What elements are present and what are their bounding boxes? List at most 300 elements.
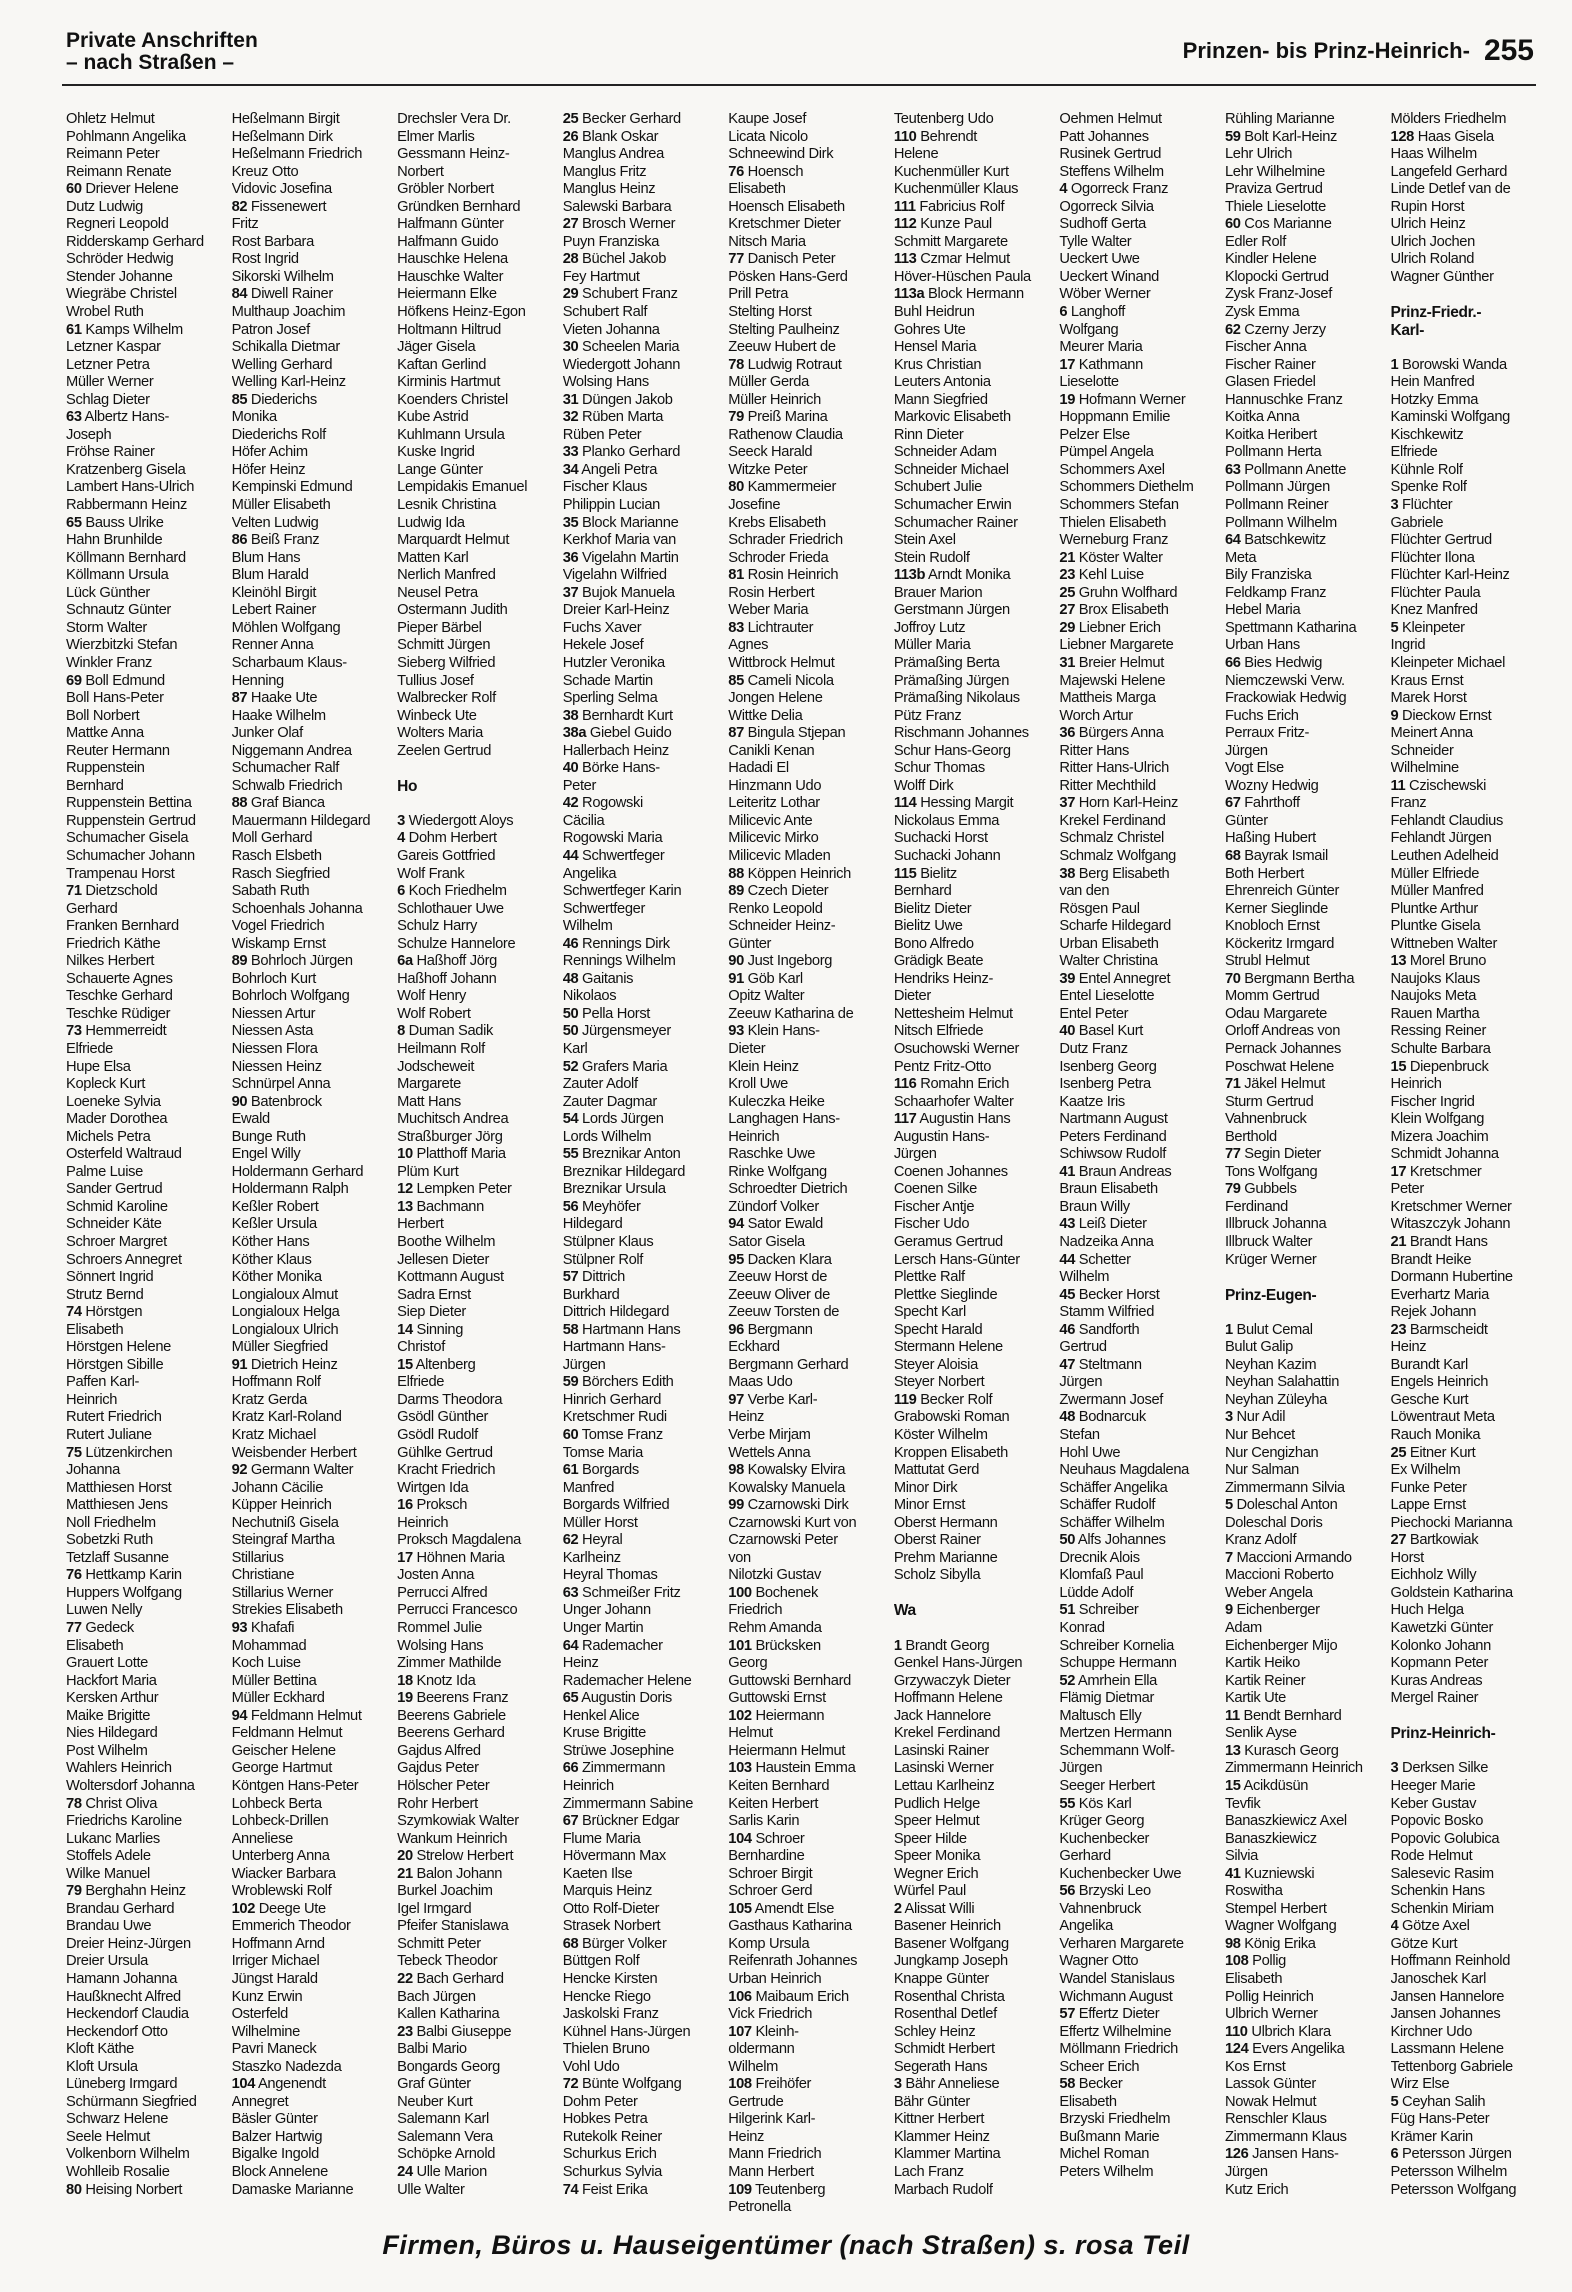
directory-entry	[232, 690, 398, 708]
directory-entry	[1391, 1164, 1557, 1182]
directory-entry: Hörstgen Helene	[66, 1339, 171, 1356]
directory-entry: Adam	[1224, 1620, 1262, 1637]
directory-entry: Klein Heinz	[728, 1058, 799, 1075]
house-number: 19	[397, 1690, 413, 1707]
directory-entry: Kuchenbecker Uwe	[1059, 1865, 1182, 1882]
directory-entry: Gabriele	[1390, 514, 1444, 531]
directory-entry: Scharbaum Klaus-	[231, 654, 347, 671]
house-number: 56	[1059, 1883, 1076, 1900]
directory-entry: Heinz	[728, 2128, 765, 2145]
resident-name: Düngen Jakob	[578, 391, 673, 408]
resident-name: Boll Edmund	[81, 672, 165, 689]
house-number: 124	[1224, 2041, 1249, 2058]
directory-entry: Marquardt Helmut	[397, 532, 510, 549]
resident-name: Börke Hans-	[578, 760, 660, 777]
directory-entry	[397, 1146, 563, 1164]
directory-entry: Regneri Leopold	[66, 216, 169, 233]
directory-entry: Witaszczyk Johann	[1390, 1216, 1511, 1233]
directory-entry: Unger Martin	[562, 1620, 644, 1637]
directory-entry	[894, 199, 1060, 217]
directory-entry	[66, 1023, 232, 1041]
directory-entry: Walter Christina	[1059, 953, 1158, 970]
resident-name: Schubert Franz	[578, 286, 678, 303]
house-number: 47	[1059, 1356, 1076, 1373]
directory-entry: Emmerich Theodor	[231, 1918, 351, 1935]
directory-entry	[1225, 1322, 1391, 1340]
directory-entry: Petronella	[728, 2199, 791, 2216]
directory-entry: Neuhaus Magdalena	[1059, 1462, 1189, 1479]
directory-entry: Gsödl Günther	[397, 1409, 489, 1426]
directory-entry: Hendriks Heinz-	[893, 970, 994, 987]
directory-entry	[563, 1023, 729, 1041]
directory-entry: Poschwat Helene	[1224, 1058, 1334, 1075]
directory-entry: Kirminis Hartmut	[397, 374, 501, 391]
directory-entry: Sadra Ernst	[397, 1286, 471, 1303]
resident-name: Rademacher	[578, 1637, 663, 1654]
directory-entry: Niessen Asta	[231, 1023, 314, 1040]
directory-entry: Moll Gerhard	[231, 830, 313, 847]
house-number: 21	[1390, 1234, 1407, 1250]
resident-name: Fahrthoff	[1240, 795, 1300, 812]
resident-name: Gruhn Wolfhard	[1075, 584, 1178, 601]
directory-entry	[563, 1322, 729, 1340]
directory-entry: Ulbrich Werner	[1224, 2006, 1318, 2023]
directory-entry: Mertzen Hermann	[1059, 1725, 1172, 1742]
house-number: 23	[1390, 1321, 1407, 1338]
directory-entry: Zwermann Josef	[1059, 1391, 1164, 1408]
house-number: 15	[1224, 1777, 1241, 1794]
house-number: 22	[397, 1970, 413, 1987]
directory-entry: Nechutniß Gisela	[231, 1514, 339, 1531]
directory-entry: Klomfaß Paul	[1059, 1567, 1144, 1584]
directory-entry: Nies Hildegard	[66, 1725, 158, 1742]
directory-entry: Gertrude	[728, 2093, 784, 2110]
directory-entry	[232, 1094, 398, 1112]
house-number: 101	[728, 1637, 752, 1654]
directory-entry: Gesche Kurt	[1390, 1391, 1469, 1408]
directory-entry: Helmut	[728, 1725, 773, 1742]
directory-entry	[1059, 602, 1225, 620]
directory-entry: Vieten Johanna	[562, 321, 660, 338]
directory-entry: Sander Gertrud	[66, 1181, 163, 1198]
directory-entry	[1391, 1918, 1557, 1936]
directory-entry: Müller Manfred	[1390, 883, 1484, 900]
resident-name: Bodnarcuk	[1075, 1409, 1146, 1426]
directory-entry: Kretschmer Werner	[1390, 1198, 1512, 1215]
directory-entry	[563, 462, 729, 480]
directory-entry: Effertz Wilhelmine	[1059, 2023, 1172, 2040]
house-number: 92	[231, 1462, 248, 1479]
directory-entry: Koitka Heribert	[1224, 426, 1317, 443]
directory-entry	[563, 129, 729, 147]
house-number: 40	[1059, 1023, 1076, 1040]
directory-entry: Kawetzki Günter	[1390, 1620, 1494, 1637]
resident-name: Maibaum Erich	[751, 1988, 849, 2005]
directory-entry: Franz	[1390, 795, 1427, 812]
directory-entry: Heßelmann Dirk	[231, 128, 333, 145]
house-number: 3	[1390, 1760, 1399, 1777]
directory-entry: Hekele Josef	[562, 637, 644, 654]
directory-entry: Sobetzki Ruth	[66, 1532, 153, 1549]
column-7	[1059, 111, 1225, 2217]
directory-entry: Wroblewski Rolf	[231, 1883, 332, 1900]
directory-entry: Niggemann Andrea	[231, 742, 352, 759]
house-number: 36	[562, 549, 579, 566]
directory-entry	[728, 1252, 894, 1270]
directory-entry: Vidovic Josefina	[231, 181, 332, 198]
directory-entry: Pentz Fritz-Otto	[893, 1058, 992, 1075]
directory-entry: Heinrich	[728, 1128, 780, 1145]
directory-entry: Engels Heinrich	[1390, 1374, 1489, 1391]
directory-entry: Schommers Axel	[1059, 461, 1165, 478]
house-number: 93	[231, 1620, 248, 1637]
directory-entry: Volkenborn Wilhelm	[66, 2146, 190, 2163]
directory-entry: Schroers Annegret	[66, 1251, 182, 1268]
directory-entry: Bongards Georg	[397, 2058, 501, 2075]
directory-entry: Zauter Dagmar	[562, 1093, 657, 1110]
directory-entry: Kloft Käthe	[66, 2041, 135, 2058]
directory-entry: Multhaup Joachim	[231, 304, 346, 321]
directory-entry: Pavri Maneck	[231, 2041, 317, 2058]
house-number: 6	[1390, 2146, 1399, 2163]
directory-entry: Milicevic Mladen	[728, 847, 831, 864]
directory-entry: Meinert Anna	[1390, 725, 1473, 742]
spacer	[1391, 286, 1557, 304]
directory-entry: Wittbrock Helmut	[728, 654, 835, 671]
resident-name: Tomse Franz	[578, 1427, 663, 1444]
spacer	[397, 795, 563, 813]
house-number: 15	[397, 1356, 413, 1373]
directory-entry	[1059, 866, 1225, 884]
directory-entry: Dutz Ludwig	[66, 198, 143, 215]
resident-name: Bendt Bernhard	[1239, 1707, 1342, 1724]
directory-entry: Noll Friedhelm	[66, 1514, 156, 1531]
directory-entry: Stein Rudolf	[893, 549, 970, 566]
directory-entry: Rinke Wolfgang	[728, 1163, 827, 1180]
house-number: 64	[562, 1637, 579, 1654]
directory-entry	[1059, 2006, 1225, 2024]
directory-entry: Schumacher Rainer	[893, 514, 1018, 531]
spacer	[1225, 1304, 1391, 1322]
directory-entry	[563, 760, 729, 778]
directory-entry	[1225, 1602, 1391, 1620]
directory-entry: Steyer Norbert	[893, 1374, 985, 1391]
directory-entry: Stoffels Adele	[66, 1848, 151, 1865]
directory-entry: Perrucci Francesco	[397, 1602, 518, 1619]
resident-name: Bergmann Bertha	[1240, 970, 1355, 987]
directory-entry: Halfmann Günter	[397, 216, 504, 233]
directory-entry	[66, 1304, 232, 1322]
directory-entry	[232, 795, 398, 813]
directory-entry	[728, 1989, 894, 2007]
directory-entry: Pollig Heinrich	[1224, 1988, 1314, 2005]
directory-entry: Fey Hartmut	[562, 268, 640, 285]
resident-name: Lempken Peter	[412, 1181, 512, 1198]
directory-entry	[397, 1357, 563, 1375]
directory-entry: Flume Maria	[562, 1830, 641, 1847]
directory-entry: Nitsch Maria	[728, 233, 806, 250]
directory-entry: Stillarius	[231, 1549, 284, 1566]
directory-entry: Flüchter Paula	[1390, 584, 1481, 601]
directory-entry: Wolf Henry	[397, 988, 466, 1005]
directory-entry: Keiten Herbert	[728, 1795, 819, 1812]
directory-entry	[563, 1006, 729, 1024]
directory-entry: Reimann Renate	[66, 163, 172, 180]
house-number: 83	[728, 619, 744, 636]
house-number: 50	[1059, 1532, 1076, 1549]
directory-entry: Georg	[728, 1655, 768, 1672]
directory-entry: Norbert	[397, 163, 444, 180]
house-number: 115	[893, 865, 917, 882]
directory-entry	[728, 1760, 894, 1778]
resident-name: Czmar Helmut	[916, 251, 1010, 268]
resident-name: Fabricius Rolf	[915, 198, 1005, 215]
directory-entry: Gühlke Gertrud	[397, 1444, 493, 1461]
directory-entry: Köther Hans	[231, 1234, 310, 1250]
directory-entry: Osterfeld	[231, 2006, 289, 2023]
directory-entry: Kratz Michael	[231, 1427, 316, 1444]
house-number: 48	[1059, 1409, 1076, 1426]
resident-name: Leiß Dieter	[1075, 1216, 1147, 1233]
directory-entry: Haußknecht Alfred	[66, 1988, 181, 2005]
directory-entry: Patron Josef	[231, 321, 310, 338]
directory-entry: Sator Gisela	[728, 1234, 805, 1250]
directory-entry	[1391, 620, 1557, 638]
directory-entry: Vahnenbruck	[1224, 1111, 1307, 1128]
resident-name: Bürger Volker	[578, 1935, 667, 1952]
house-number: 4	[397, 830, 405, 847]
directory-entry: Wrobel Ruth	[66, 304, 144, 321]
house-number: 103	[728, 1760, 752, 1777]
house-number: 3	[893, 2076, 902, 2093]
house-number: 13	[1224, 1742, 1241, 1759]
directory-entry: Straßburger Jörg	[397, 1128, 503, 1145]
directory-entry: Sieberg Wilfried	[397, 654, 496, 671]
directory-entry: Breznikar Hildegard	[562, 1163, 686, 1180]
directory-entry: Wittke Delia	[728, 707, 803, 724]
directory-entry	[397, 1023, 563, 1041]
directory-entry: Spenke Rolf	[1390, 479, 1467, 496]
directory-entry: Mattutat Gerd	[893, 1462, 980, 1479]
directory-entry: Holdermann Gerhard	[231, 1163, 364, 1180]
directory-entry	[728, 1497, 894, 1515]
directory-entry	[728, 1831, 894, 1849]
resident-name: Bohrloch Jürgen	[247, 953, 353, 970]
directory-entry: Lassmann Helene	[1390, 2041, 1504, 2058]
house-number: 35	[562, 514, 579, 531]
directory-entry: Minor Dirk	[893, 1479, 958, 1496]
house-number: 76	[728, 163, 744, 180]
house-number: 9	[1224, 1602, 1233, 1619]
directory-entry: Salemann Karl	[397, 2111, 489, 2128]
directory-entry	[1391, 497, 1557, 515]
directory-entry: Büttgen Rolf	[562, 1953, 640, 1970]
directory-entry: Steyer Aloisia	[893, 1356, 978, 1373]
directory-entry	[563, 1427, 729, 1445]
directory-entry: Müller Horst	[562, 1514, 638, 1531]
directory-entry: Rohr Herbert	[397, 1795, 478, 1812]
directory-entry: Wiegräbe Christel	[66, 286, 177, 303]
directory-entry: Block Annelene	[231, 2163, 328, 2180]
directory-entry: Elfriede	[1390, 444, 1438, 461]
directory-entry: Kratz Gerda	[231, 1391, 307, 1408]
directory-entry: Seeck Harald	[728, 444, 813, 461]
directory-entry: Teschke Rüdiger	[66, 1005, 171, 1022]
directory-entry	[728, 1638, 894, 1656]
directory-entry	[1059, 1287, 1225, 1305]
directory-entry: Hoffmann Reinhold	[1390, 1953, 1511, 1970]
resident-name: Kammermeier	[743, 479, 836, 496]
directory-entry: Sudhoff Gerta	[1059, 216, 1147, 233]
directory-entry	[1225, 1743, 1391, 1761]
directory-entry: Ohletz Helmut	[66, 111, 155, 127]
directory-entry: Gajdus Alfred	[397, 1742, 481, 1759]
house-number: 14	[397, 1321, 413, 1338]
directory-entry: Neyhan Züleyha	[1224, 1391, 1327, 1408]
resident-name: Jäkel Helmut	[1240, 1076, 1325, 1093]
directory-entry: Bergmann Gerhard	[728, 1356, 849, 1373]
directory-entry: Zeeuw Hubert de	[728, 339, 836, 356]
resident-name: Kunze Paul	[916, 216, 992, 233]
resident-name: Kamps Wilhelm	[81, 321, 183, 338]
directory-entry: Rosin Herbert	[728, 584, 815, 601]
house-number: 4	[1059, 181, 1068, 198]
directory-entry: Hackfort Maria	[66, 1672, 157, 1689]
directory-entry: Lüneberg Irmgard	[66, 2076, 178, 2093]
directory-entry	[563, 2076, 729, 2094]
directory-entry: Igel Irmgard	[397, 1900, 472, 1917]
directory-entry	[1391, 1059, 1557, 1077]
directory-entry: Dieter	[728, 1040, 766, 1057]
house-number: 60	[562, 1427, 579, 1444]
directory-entry: Stein Axel	[893, 532, 956, 549]
directory-entry	[728, 1392, 894, 1410]
directory-entry: Ostermann Judith	[397, 602, 508, 619]
directory-entry: Otto Rolf-Dieter	[562, 1900, 660, 1917]
directory-entry	[563, 409, 729, 427]
directory-entry: Urban Heinrich	[728, 1970, 822, 1987]
directory-entry: Krebs Elisabeth	[728, 514, 826, 531]
directory-entry	[563, 971, 729, 989]
directory-entry: Kroppen Elisabeth	[893, 1444, 1008, 1461]
directory-entry	[563, 2182, 729, 2200]
directory-entry: Nowak Helmut	[1224, 2093, 1317, 2110]
directory-entry: Mölders Friedhelm	[1390, 111, 1507, 127]
directory-entry: Kuchenmüller Klaus	[893, 181, 1019, 198]
directory-entry: Dreier Heinz-Jürgen	[66, 1935, 191, 1952]
header-divider	[62, 84, 1536, 86]
directory-entry	[728, 164, 894, 182]
header-left-line2: – nach Straßen –	[66, 51, 235, 74]
column-1	[66, 111, 232, 2217]
house-number: 39	[1059, 970, 1076, 987]
directory-entry: Burandt Karl	[1390, 1356, 1468, 1373]
directory-entry: Lempidakis Emanuel	[397, 479, 528, 496]
resident-name: Dacken Klara	[743, 1251, 832, 1268]
house-number: 12	[397, 1181, 413, 1198]
directory-entry: Wegner Erich	[893, 1865, 979, 1882]
house-number: 58	[562, 1321, 579, 1338]
directory-entry: Hövermann Max	[562, 1848, 666, 1865]
resident-name: Nur Adil	[1232, 1409, 1286, 1426]
directory-entry: Ehrenreich Günter	[1224, 883, 1339, 900]
directory-entry: Manfred	[562, 1479, 615, 1496]
directory-entry: Nilkes Herbert	[66, 953, 155, 970]
resident-name: Batschkewitz	[1240, 532, 1326, 549]
directory-entry: Helene	[893, 146, 939, 163]
house-number: 23	[1059, 567, 1076, 584]
directory-entry: Buhl Heidrun	[893, 304, 975, 321]
directory-entry: Rennings Wilhelm	[562, 953, 676, 970]
directory-entry: Frackowiak Hedwig	[1224, 690, 1347, 707]
directory-entry	[563, 444, 729, 462]
directory-entry: Bähr Günter	[893, 2093, 970, 2110]
directory-entry: Mann Friedrich	[728, 2146, 822, 2163]
resident-name: Heyral	[578, 1532, 623, 1549]
house-number: 78	[728, 356, 744, 373]
directory-entry	[1059, 567, 1225, 585]
resident-name: König Erika	[1240, 1935, 1316, 1952]
directory-entry: Schöpke Arnold	[397, 2146, 496, 2163]
directory-entry: Schaarhofer Walter	[893, 1093, 1014, 1110]
resident-name: Höhnen Maria	[412, 1549, 505, 1566]
directory-entry: Stender Johanne	[66, 268, 173, 285]
directory-entry: Pluntke Arthur	[1390, 900, 1478, 917]
house-number: 11	[1224, 1707, 1240, 1724]
directory-entry: Berthold	[1224, 1128, 1277, 1145]
directory-entry: Wahlers Heinrich	[66, 1760, 172, 1777]
directory-entry: Michels Petra	[66, 1128, 151, 1145]
resident-name: Becker Rolf	[916, 1391, 993, 1408]
resident-name: Haake Ute	[247, 690, 318, 707]
directory-entry: Peters Wilhelm	[1059, 2163, 1154, 2180]
directory-entry: Schäffer Angelika	[1059, 1479, 1168, 1496]
directory-entry	[1225, 2024, 1391, 2042]
directory-entry: Hein Manfred	[1390, 374, 1475, 391]
directory-entry: Schmid Karoline	[66, 1198, 168, 1215]
house-number: 66	[562, 1760, 579, 1777]
directory-entry: Orloff Andreas von	[1224, 1023, 1341, 1040]
directory-entry: Strüwe Josephine	[562, 1742, 674, 1759]
directory-entry	[728, 866, 894, 884]
directory-entry: Peter	[562, 777, 597, 794]
resident-name: Gaitanis	[578, 970, 634, 987]
directory-entry: Ridderskamp Gerhard	[66, 233, 204, 250]
directory-entry: Scheer Erich	[1059, 2058, 1140, 2075]
directory-entry	[1225, 1146, 1391, 1164]
directory-entry: Dieter	[893, 988, 931, 1005]
directory-entry: Post Wilhelm	[66, 1742, 148, 1759]
directory-entry: Hensel Maria	[893, 339, 977, 356]
directory-entry: Köntgen Hans-Peter	[231, 1777, 359, 1794]
directory-entry: Lehr Wilhelmine	[1224, 163, 1325, 180]
resident-name: Klein Hans-	[743, 1023, 820, 1040]
directory-entry: Pütz Franz	[893, 707, 962, 724]
resident-name: Bachmann	[412, 1198, 484, 1215]
directory-entry: Zeeuw Katharina de	[728, 1005, 854, 1022]
directory-entry	[563, 1936, 729, 1954]
house-number: 77	[728, 251, 744, 268]
directory-entry: Krüger Werner	[1224, 1251, 1317, 1268]
directory-entry: Lück Günther	[66, 584, 150, 601]
resident-name: Morel Bruno	[1406, 953, 1487, 970]
house-number: 68	[562, 1935, 579, 1952]
resident-name: Arndt Monika	[925, 567, 1011, 584]
directory-entry	[563, 936, 729, 954]
directory-entry: Schurkus Sylvia	[562, 2163, 662, 2180]
directory-entry: Schroedter Dietrich	[728, 1181, 848, 1198]
directory-entry: Popovic Golubica	[1390, 1830, 1500, 1847]
